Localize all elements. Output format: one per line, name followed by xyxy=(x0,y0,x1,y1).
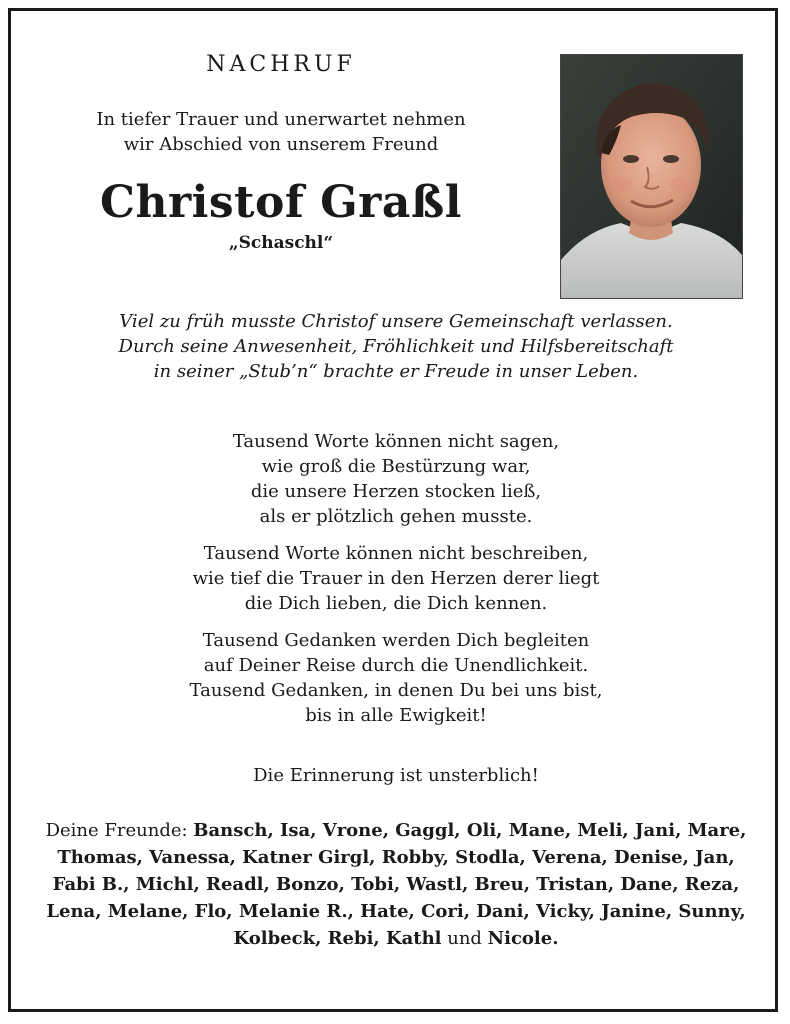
poem-stanza xyxy=(31,429,761,529)
friends-names: Bansch, Isa, Vrone, Gaggl, Oli, Mane, Meli, Jani, Mare, Thomas, Vanessa, Katner Girgl, Robby, Stodla, Verena, Denise, Jan, Fabi B., Michl, Readl, Bonzo, Tobi, Wastl, Breu, Tristan, Dane, Reza, Lena, Melane, Flo, Melanie R., Hate, Cori, Dani, Vicky, Janine, Sunny, Kolbeck, Rebi, Kathl xyxy=(46,820,747,949)
poem-line: Tausend Worte können nicht sagen, xyxy=(232,431,560,452)
poem-line: Tausend Gedanken, in denen Du bei uns bist, xyxy=(189,680,603,701)
friends-and: und xyxy=(441,928,488,949)
nickname: „Schaschl“ xyxy=(228,233,334,253)
intro-line: In tiefer Trauer und unerwartet nehmen xyxy=(96,109,466,130)
poem-line: die Dich lieben, die Dich kennen. xyxy=(244,593,548,614)
closing-line: Die Erinnerung ist unsterblich! xyxy=(253,765,539,786)
poem-line: Tausend Worte können nicht beschreiben, xyxy=(203,543,589,564)
obituary-frame xyxy=(8,8,778,1012)
poem-line: die unsere Herzen stocken ließ, xyxy=(250,481,542,502)
portrait-image xyxy=(561,55,742,298)
poem-line: Tausend Gedanken werden Dich begleiten xyxy=(202,630,590,651)
poem-line: wie groß die Bestürzung war, xyxy=(261,456,531,477)
poem-line: als er plötzlich gehen musste. xyxy=(259,506,533,527)
tribute-line: Viel zu früh musste Christof unsere Gemeinschaft verlassen. xyxy=(119,311,673,332)
friends-list xyxy=(37,817,755,952)
poem-line: wie tief die Trauer in den Herzen derer liegt xyxy=(192,568,600,589)
tribute-line: Durch seine Anwesenheit, Fröhlichkeit und Hilfsbereitschaft xyxy=(118,336,674,357)
poem-line: bis in alle Ewigkeit! xyxy=(305,705,487,726)
poem xyxy=(31,429,761,740)
header-block xyxy=(41,51,521,253)
portrait-photo xyxy=(560,54,743,299)
poem-line: auf Deiner Reise durch die Unendlichkeit. xyxy=(203,655,589,676)
obituary-heading: NACHRUF xyxy=(206,52,356,77)
poem-stanza xyxy=(31,541,761,616)
deceased-name: Christof Graßl xyxy=(99,177,462,228)
tribute-line: in seiner „Stub’n“ brachte er Freude in unser Leben. xyxy=(153,361,639,382)
intro-line: wir Abschied von unserem Freund xyxy=(123,134,439,155)
poem-stanza xyxy=(31,628,761,728)
friends-prefix: Deine Freunde: xyxy=(45,820,194,841)
intro-text xyxy=(41,107,521,157)
tribute-text xyxy=(31,309,761,384)
friends-last: Nicole. xyxy=(487,928,559,949)
